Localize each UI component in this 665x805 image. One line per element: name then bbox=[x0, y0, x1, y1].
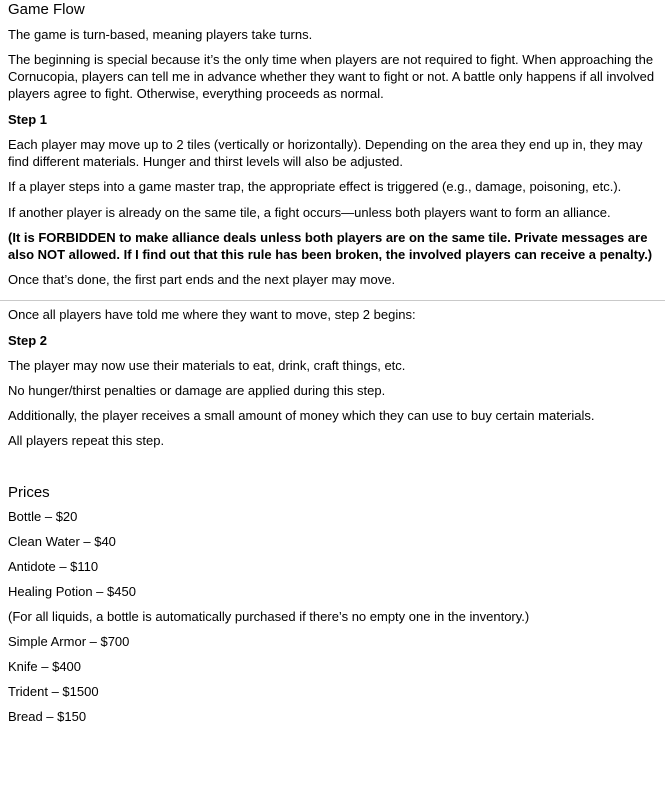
price-item: Bread – $150 bbox=[8, 709, 87, 724]
prices-title: Prices bbox=[8, 484, 50, 501]
step2-intro-paragraph: Once all players have told me where they want to move, step 2 begins: bbox=[8, 307, 416, 322]
price-item: Healing Potion – $450 bbox=[8, 584, 136, 599]
step2-heading: Step 2 bbox=[8, 333, 48, 348]
step2-no-penalty-paragraph: No hunger/thirst penalties or damage are applied during this step. bbox=[8, 383, 386, 398]
intro-paragraph: The game is turn-based, meaning players take turns. bbox=[8, 27, 313, 42]
price-list bbox=[8, 508, 657, 725]
section-divider bbox=[0, 300, 665, 301]
step1-rule-paragraph: (It is FORBIDDEN to make alliance deals unless both players are on the same tile. Private messages are also NOT allowed. If I find out that this rule has been broken, the involved players can receive a penalty.) bbox=[8, 230, 653, 262]
game-flow-title: Game Flow bbox=[8, 1, 85, 18]
step1-trap-paragraph: If a player steps into a game master trap, the appropriate effect is triggered (e.g., damage, poisoning, etc.). bbox=[8, 179, 622, 194]
price-note: (For all liquids, a bottle is automatically purchased if there’s no empty one in the inventory.) bbox=[8, 609, 530, 624]
step1-end-paragraph: Once that’s done, the first part ends and the next player may move. bbox=[8, 272, 396, 287]
step2-repeat-paragraph: All players repeat this step. bbox=[8, 433, 165, 448]
price-item: Antidote – $110 bbox=[8, 559, 99, 574]
price-item: Bottle – $20 bbox=[8, 509, 78, 524]
beginning-paragraph: The beginning is special because it’s the only time when players are not required to fight. When approaching the Cornucopia, players can tell me in advance whether they want to fight or not. A battle only happens if all involved players agree to fight. Otherwise, everything proceeds as normal. bbox=[8, 52, 655, 101]
price-item: Clean Water – $40 bbox=[8, 534, 116, 549]
price-item: Simple Armor – $700 bbox=[8, 634, 130, 649]
prices-section bbox=[0, 484, 665, 725]
step2-money-paragraph: Additionally, the player receives a small amount of money which they can use to buy certain materials. bbox=[8, 408, 595, 423]
step2-section bbox=[0, 306, 665, 449]
step1-heading: Step 1 bbox=[8, 112, 48, 127]
step1-move-paragraph: Each player may move up to 2 tiles (vertically or horizontally). Depending on the area they end up in, they may find different materials. Hunger and thirst levels will also be adjusted. bbox=[8, 137, 643, 169]
step1-fight-paragraph: If another player is already on the same tile, a fight occurs—unless both players want to form an alliance. bbox=[8, 205, 611, 220]
step2-materials-paragraph: The player may now use their materials to eat, drink, craft things, etc. bbox=[8, 358, 406, 373]
game-flow-section bbox=[0, 0, 665, 288]
price-item: Trident – $1500 bbox=[8, 684, 99, 699]
price-item: Knife – $400 bbox=[8, 659, 82, 674]
